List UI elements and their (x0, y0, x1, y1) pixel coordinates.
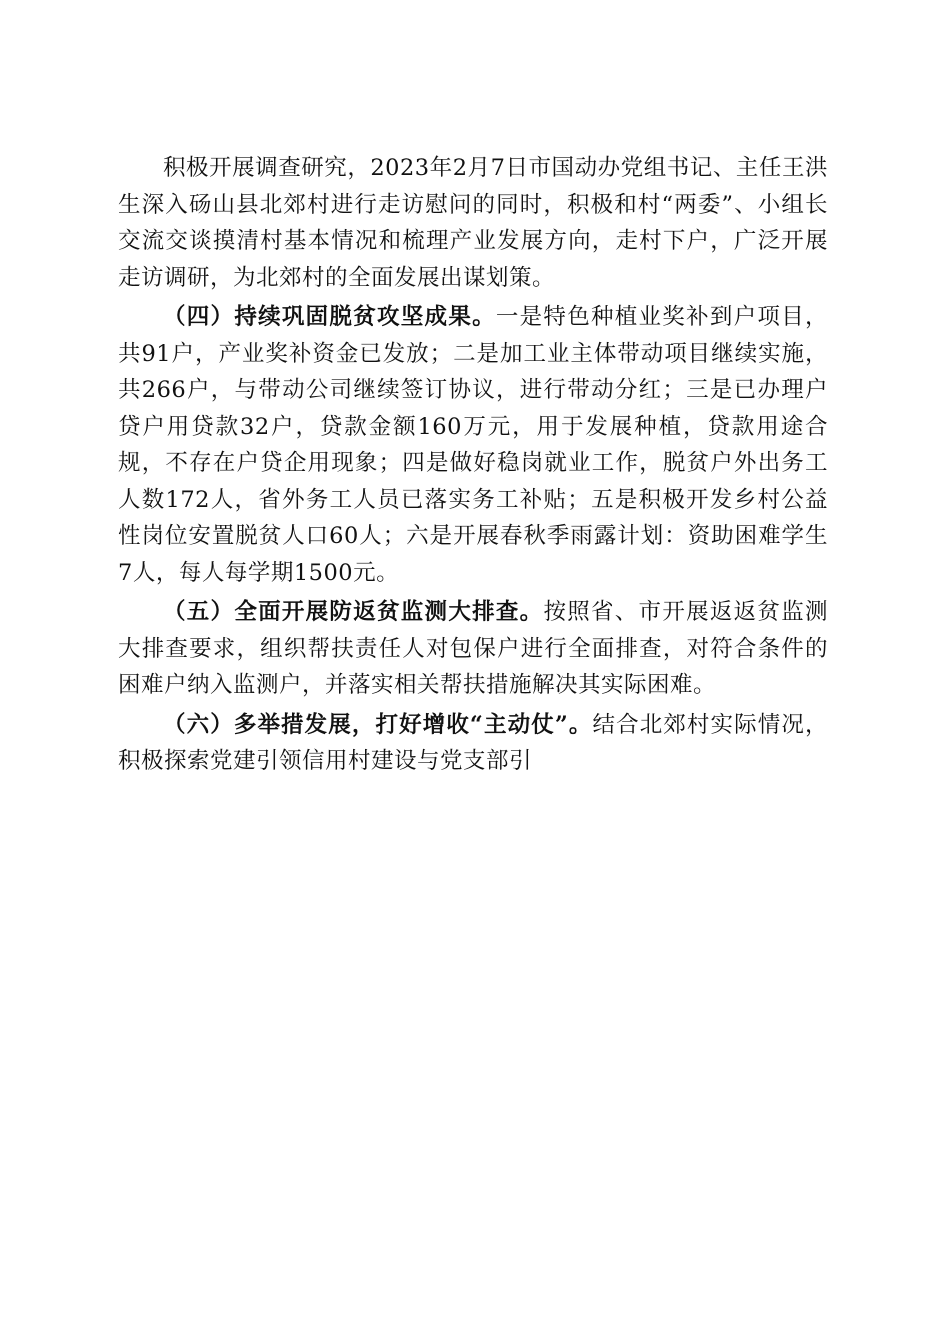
paragraph-research (118, 150, 828, 296)
document-page (118, 150, 828, 783)
paragraph-heading: （四）持续巩固脱贫攻坚成果。 (163, 304, 496, 330)
paragraph-monitoring (118, 594, 828, 704)
paragraph-body: 按照省、市开展返返贫监测大排查要求，组织帮扶责任人对包保户进行全面排查，对符合条件的困难户纳入监测户，并落实相关帮扶措施解决其实际困难。 (118, 599, 828, 698)
paragraph-income-growth (118, 707, 828, 780)
paragraph-heading: （六）多举措发展，打好增收“主动仗”。 (163, 711, 593, 738)
paragraph-heading: （五）全面开展防返贫监测大排查。 (163, 599, 544, 625)
paragraph-body: 结合北郊村实际情况，积极探索党建引领信用村建设与党支部引 (118, 711, 828, 774)
paragraph-body: 积极开展调查研究，2023年2月7日市国动办党组书记、主任王洪生深入砀山县北郊村进行走访慰问的同时，积极和村“两委”、小组长交流交谈摸清村基本情况和梳理产业发展方向，走村下户，广泛开展走访调研，为北郊村的全面发展出谋划策。 (118, 155, 828, 291)
paragraph-body: 一是特色种植业奖补到户项目，共91户，产业奖补资金已发放；二是加工业主体带动项目继续实施，共266户，与带动公司继续签订协议，进行带动分红；三是已办理户贷户用贷款32户，贷款金额160万元，用于发展种植，贷款用途合规，不存在户贷企用现象；四是做好稳岗就业工作，脱贫户外出务工人数172人，省外务工人员已落实务工补贴；五是积极开发乡村公益性岗位安置脱贫人口60人；六是开展春秋季雨露计划：资助困难学生7人，每人每学期1500元。 (118, 304, 828, 586)
paragraph-poverty-results (118, 299, 828, 591)
